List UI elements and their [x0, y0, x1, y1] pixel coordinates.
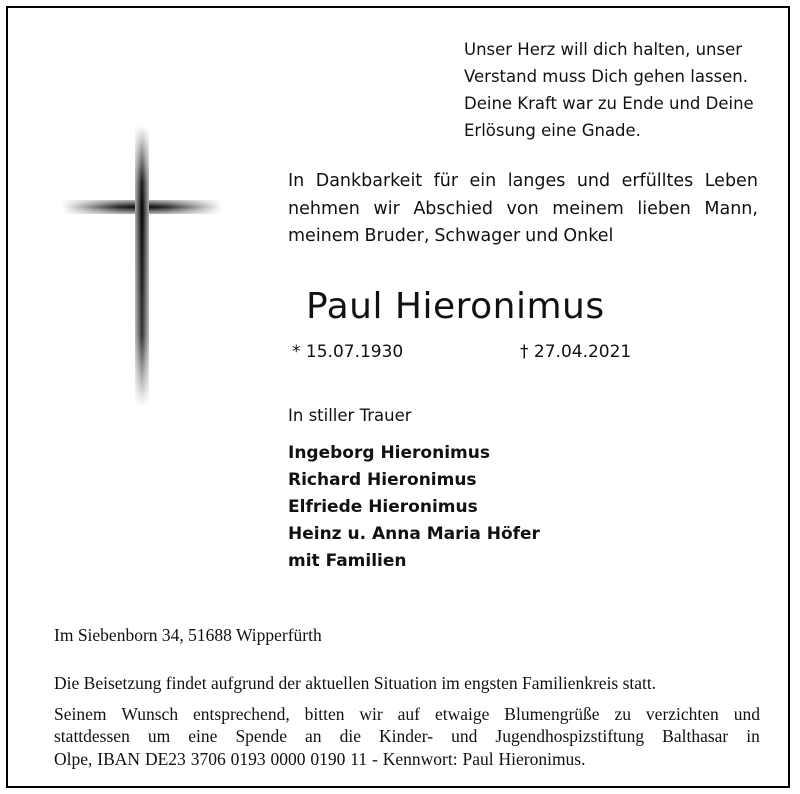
word: zu: [614, 703, 631, 724]
portrait-photo: [588, 386, 758, 618]
word: Seinem: [54, 703, 107, 724]
word: verzichten: [645, 703, 719, 724]
word: Wunsch: [121, 703, 179, 724]
poem: [464, 36, 784, 144]
word: In: [288, 171, 305, 191]
notice-paragraph: Die Beisetzung findet aufgrund der aktuellen Situation im engsten Familienkreis statt.: [54, 673, 657, 693]
word: Paul: [462, 748, 494, 769]
mourners-label: In stiller Trauer: [288, 406, 412, 425]
word: Onkel: [563, 226, 614, 246]
poem-line: Deine Kraft war zu Ende und Deine: [464, 94, 754, 113]
word: auf: [397, 703, 421, 724]
word: 3706: [190, 748, 226, 769]
mourner-name: Ingeborg Hieronimus: [288, 443, 490, 463]
word: Balthasar: [662, 726, 729, 746]
mourners-list: [288, 440, 540, 575]
word: etwaige: [434, 703, 490, 724]
cross-icon: [62, 126, 222, 406]
death-date: † 27.04.2021: [520, 342, 632, 362]
mourner-name: Richard Hieronimus: [288, 470, 477, 490]
obituary-frame: [6, 6, 790, 788]
funeral-notice: [54, 672, 760, 770]
text-line: [54, 748, 760, 771]
word: stattdessen: [54, 726, 130, 746]
word: langes: [507, 171, 566, 191]
word: von: [506, 198, 539, 219]
address: Im Siebenborn 34, 51688 Wipperfürth: [54, 625, 322, 645]
word: wir: [359, 703, 383, 724]
word: -: [372, 748, 378, 769]
word: und: [576, 171, 611, 191]
word: meinem: [288, 226, 360, 246]
word: und: [525, 226, 559, 246]
word: ein: [469, 171, 497, 191]
word: für: [433, 171, 459, 191]
poem-line: Verstand muss Dich gehen lassen.: [464, 67, 749, 86]
word: Hieronimus.: [498, 748, 586, 769]
word: Schwager: [434, 226, 521, 246]
deceased-name: Paul Hieronimus: [306, 286, 605, 327]
word: um: [147, 726, 171, 746]
word: Leben: [704, 171, 758, 191]
word: in: [746, 726, 760, 746]
word: Bruder,: [364, 226, 430, 246]
word: Olpe,: [54, 748, 93, 769]
word: lieben: [637, 198, 691, 219]
word: an: [305, 726, 322, 746]
word: erfülltes: [621, 171, 694, 191]
word: und: [733, 703, 760, 724]
word: und: [451, 726, 478, 746]
mourner-name: Elfriede Hieronimus: [288, 497, 478, 517]
poem-line: Erlösung eine Gnade.: [464, 121, 641, 140]
mourner-name: mit Familien: [288, 551, 407, 571]
birth-date: * 15.07.1930: [292, 342, 404, 362]
word: Dankbarkeit: [315, 171, 423, 191]
donation-paragraph: [54, 703, 760, 771]
word: 11: [350, 748, 368, 769]
word: Kinder-: [379, 726, 434, 746]
intro-text: [288, 168, 758, 251]
word: Abschied: [413, 198, 493, 219]
word: bitten: [304, 703, 345, 724]
mourner-name: Heinz u. Anna Maria Höfer: [288, 524, 540, 544]
word: Kennwort:: [382, 748, 458, 769]
word: nehmen: [288, 198, 360, 219]
word: meinem: [552, 198, 624, 219]
text-line: [288, 223, 758, 251]
word: IBAN: [97, 748, 141, 769]
word: eine: [188, 726, 218, 746]
word: Spende: [235, 726, 287, 746]
word: die: [339, 726, 361, 746]
word: 0193: [230, 748, 266, 769]
text-line: [288, 168, 758, 196]
word: Blumengrüße: [504, 703, 600, 724]
text-line: [54, 725, 760, 748]
word: 0190: [310, 748, 346, 769]
word: 0000: [270, 748, 306, 769]
word: Jugendhospizstiftung: [495, 726, 645, 746]
word: wir: [373, 198, 400, 219]
word: entsprechend,: [193, 703, 290, 724]
poem-line: Unser Herz will dich halten, unser: [464, 40, 743, 59]
text-line: [288, 196, 758, 224]
text-line: [54, 703, 760, 726]
word: Mann,: [704, 198, 758, 219]
word: DE23: [144, 748, 186, 769]
